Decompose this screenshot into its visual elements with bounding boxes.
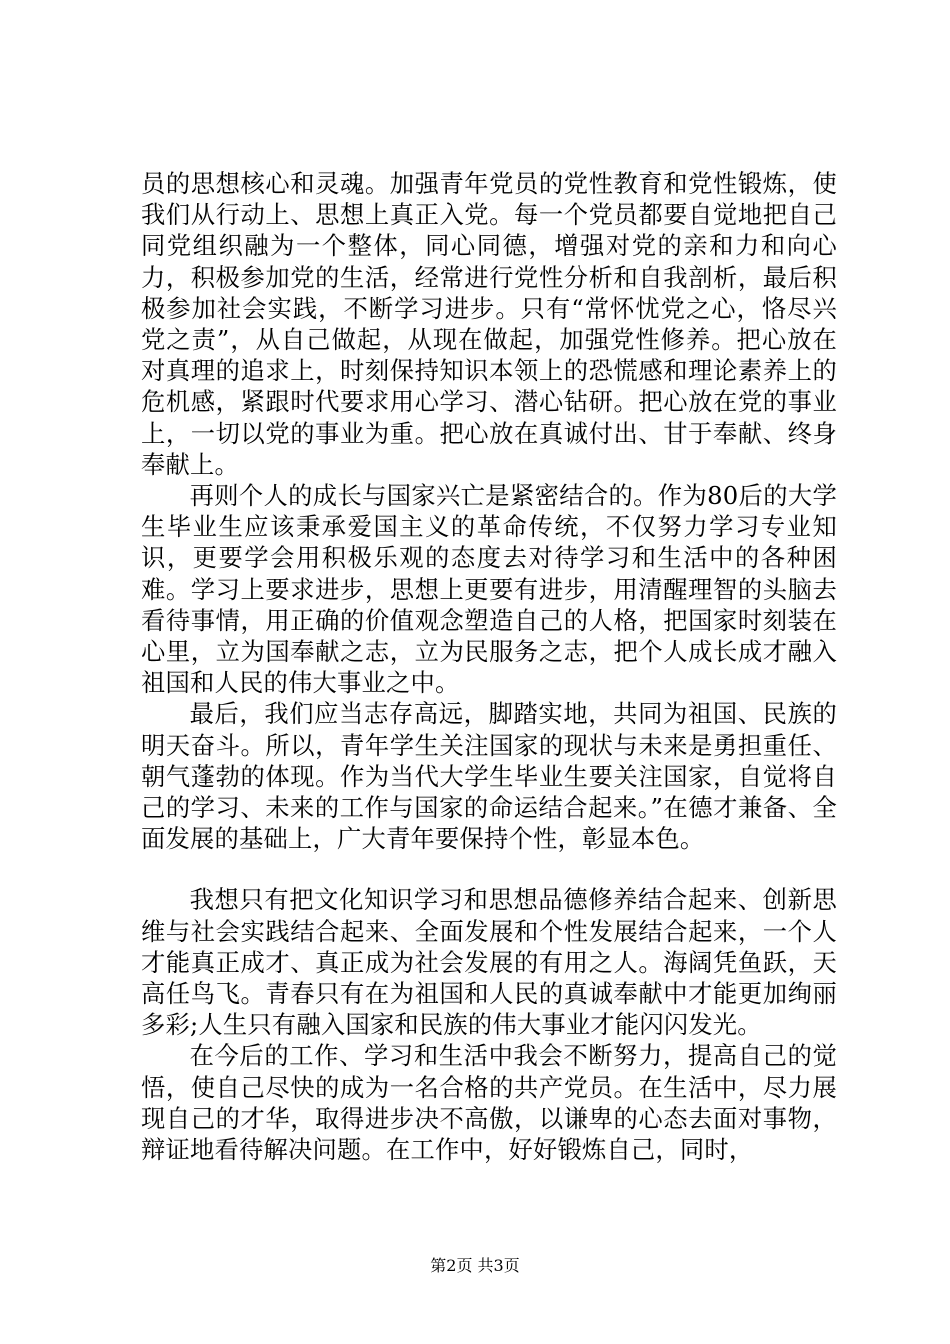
paragraph: 再则个人的成长与国家兴亡是紧密结合的。作为80后的大学生毕业生应该秉承爱国主义的革命传统，不仅努力学习专业知识，更要学会用积极乐观的态度去对待学习和生活中的各种困难。学习上要求进步，思想上更要有进步，用清醒理智的头脑去看待事情，用正确的价值观念塑造自己的人格，把国家时刻装在心里，立为国奉献之志，立为民服务之志，把个人成长成才融入祖国和人民的伟大事业之中。 [141, 481, 837, 698]
paragraph: 最后，我们应当志存高远，脚踏实地，共同为祖国、民族的明天奋斗。所以，青年学生关注国家的现状与未来是勇担重任、朝气蓬勃的体现。作为当代大学生毕业生要关注国家，自觉将自己的学习、未来的工作与国家的命运结合起来。”在德才兼备、全面发展的基础上，广大青年要保持个性，彰显本色。 [141, 699, 837, 854]
document-body [141, 168, 837, 1165]
page-number-footer: 第2页 共3页 [430, 1256, 520, 1275]
paragraph: 我想只有把文化知识学习和思想品德修养结合起来、创新思维与社会实践结合起来、全面发展和个性发展结合起来，一个人才能真正成才、真正成为社会发展的有用之人。海阔凭鱼跃，天高任鸟飞。青春只有在为祖国和人民的真诚奉献中才能更加绚丽多彩;人生只有融入国家和民族的伟大事业才能闪闪发光。 [141, 885, 837, 1040]
paragraph-continued: 员的思想核心和灵魂。加强青年党员的党性教育和党性锻炼，使我们从行动上、思想上真正入党。每一个党员都要自觉地把自己同党组织融为一个整体，同心同德，增强对党的亲和力和向心力，积极参加党的生活，经常进行党性分析和自我剖析，最后积极参加社会实践，不断学习进步。只有“常怀忧党之心，恪尽兴党之责”，从自己做起，从现在做起，加强党性修养。把心放在对真理的追求上，时刻保持知识本领上的恐慌感和理论素养上的危机感，紧跟时代要求用心学习、潜心钻研。把心放在党的事业上，一切以党的事业为重。把心放在真诚付出、甘于奉献、终身奉献上。 [141, 169, 837, 479]
paragraph: 在今后的工作、学习和生活中我会不断努力，提高自己的觉悟，使自己尽快的成为一名合格的共产党员。在生活中，尽力展现自己的才华，取得进步决不高傲，以谦卑的心态去面对事物，辩证地看待解决问题。在工作中，好好锻炼自己，同时， [141, 1041, 837, 1165]
